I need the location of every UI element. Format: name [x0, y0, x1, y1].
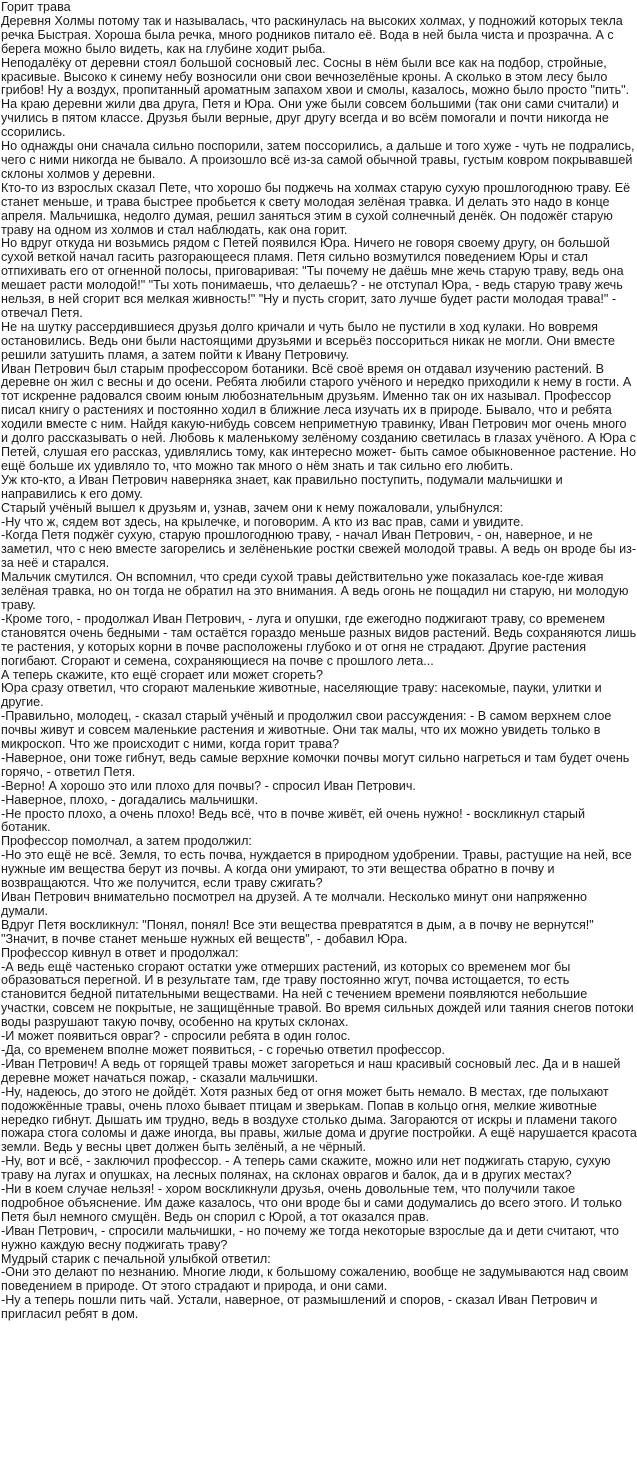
paragraph: -Иван Петрович, - спросили мальчишки, - но почему же тогда некоторые взрослые да и дети считают, что нужно каждую весну поджигать траву? — [1, 1223, 620, 1252]
paragraph: А теперь скажите, кто ещё сгорает или может сгореть? — [1, 667, 323, 682]
paragraph: Кто-то из взрослых сказал Пете, что хорошо бы поджечь на холмах старую сухую прошлогоднюю траву. Её станет меньше, и трава быстрее пробьется к свету молодая зелёная травка. И делать это надо в конце апреля. Мальчишка, недолго думая, решил заняться этим в сухой солнечный денёк. Он подожёг старую траву на одном из холмов и стал наблюдать, как она горит. — [1, 180, 631, 237]
paragraph: -Ни в коем случае нельзя! - хором воскликнули друзья, очень довольные тем, что получили такое подробное объяснение. Им даже казалось, что они вроде бы и сами додумались до всего этого. И только Петя был немного смущён. Ведь он спорил с Юрой, а тот оказался прав. — [1, 1182, 622, 1224]
paragraph: На краю деревни жили два друга, Петя и Юра. Они уже были совсем большими (так они сами считали) и учились в пятом классе. Друзья были верные, друг другу всегда и во всём помогали и почти никогда не ссорились. — [1, 97, 619, 140]
paragraph: -Наверное, они тоже гибнут, ведь самые верхние комочки почвы могут сильно нагреться и там будет очень горячо, - ответил Петя. — [1, 750, 630, 779]
paragraph: Мальчик смутился. Он вспомнил, что среди сухой травы действительно уже показалась кое-где живая зелёная травка, но он тогда не обратил на это внимания. А ведь огонь не пощадил ни старую, ни молодую траву. — [1, 570, 629, 612]
paragraph: -Иван Петрович! А ведь от горящей травы может загореться и наш красивый сосновый лес. Да и в нашей деревне может начаться пожар, - сказали мальчишки. — [1, 1056, 621, 1085]
paragraph: Иван Петрович внимательно посмотрел на друзей. А те молчали. Несколько минут они напряженно думали. — [1, 890, 588, 918]
paragraph: -Наверное, плохо, - догадались мальчишки. — [1, 792, 259, 807]
paragraph: -Ну что ж, сядем вот здесь, на крылечке, и поговорим. А кто из вас прав, сами и увидите. — [1, 514, 524, 529]
paragraph: -Но это ещё не всё. Земля, то есть почва, нуждается в природном удобрении. Травы, растущие на ней, все нужные им вещества берут из почвы. А когда они умирают, то эти вещества обратно в почву и возвращаются. Что же получится, если траву сжигать? — [1, 848, 632, 891]
paragraph: Мудрый старик с печальной улыбкой ответил: — [1, 1251, 271, 1266]
paragraph: Иван Петрович был старым профессором ботаники. Всё своё время он отдавал изучению растений. В деревне он жил с весны и до осени. Ребята любили старого учёного и нередко приходили к нему в гости. А тот искренне радовался своим юным любознательным друзьям. Именно так он их называл. Профессор писал книгу о растениях и постоянно ходил в ближние леса изучать их в природе. Бывало, что и ребята ходили вместе с ним. Найдя какую-нибудь совсем неприметную травинку, Иван Петрович мог очень много и долго рассказывать о ней. Любовь к маленькому зелёному созданию светилась в глазах учёного. А Юра с Петей, слушая его рассказ, удивлялись тому, как интересно может- быть самое обыкновенное растение. Но ещё больше их удивляло то, что можно так много о нём знать и так сильно его любить. — [1, 361, 637, 473]
paragraph: -Верно! А хорошо это или плохо для почвы? - спросил Иван Петрович. — [1, 778, 416, 793]
paragraph: Профессор помолчал, а затем продолжил: — [1, 834, 252, 849]
paragraph: -Ну, надеюсь, до этого не дойдёт. Хотя разных бед от огня может быть немало. В местах, где полыхают подожжённые травы, очень плохо бывает птицам и зверькам. Попав в кольцо огня, мелкие животные нередко гибнут. Дышать им трудно, ведь в воздухе столько дыма. Загораются от искры и пламени такого пожара стога соломы и даже иногда, вы правы, жилые дома и другие постройки. А ещё нарушается красота земли. Ведь у весны цвет должен быть зелёный, а не чёрный. — [1, 1084, 637, 1155]
story-body — [1, 15, 637, 1322]
paragraph: Старый учёный вышел к друзьям и, узнав, зачем они к нему пожаловали, улыбнулся: — [1, 500, 503, 515]
paragraph: -Они это делают по незнанию. Многие люди, к большому сожалению, вообще не задумываются над своим поведением в природе. От этого страдают и природа, и они сами. — [1, 1265, 629, 1294]
paragraph: -Правильно, молодец, - сказал старый учёный и продолжил свои рассуждения: - В самом верхнем слое почвы живут и совсем маленькие растения и животные. Они так малы, что их можно увидеть только в микроскоп. Что же происходит с ними, когда горит трава? — [1, 709, 612, 752]
paragraph: -Да, со временем вполне может появиться, - с горечью ответил профессор. — [1, 1042, 445, 1057]
paragraph: Деревня Холмы потому так и называлась, что раскинулась на высоких холмах, у подножий которых текла речка Быстрая. Хороша была речка, много родников питало её. Вода в ней была чиста и прозрачна. А с берега можно было видеть, как на глубине ходит рыба. — [1, 13, 623, 56]
paragraph: Уж кто-кто, а Иван Петрович наверняка знает, как правильно поступить, подумали мальчишки и направились к его дому. — [1, 472, 563, 501]
paragraph: Но однажды они сначала сильно поспорили, затем поссорились, а дальше и того хуже - чуть не подрались, чего с ними никогда не бывало. А произошло всё из-за самой обычной травы, густым ковром покрывавшей склоны холмов у деревни. — [1, 139, 635, 181]
paragraph: Профессор кивнул в ответ и продолжал: — [1, 945, 239, 960]
paragraph: -Когда Петя поджёг сухую, старую прошлогоднюю траву, - начал Иван Петрович, - он, наверное, и не заметил, что с нею вместе загорелись и зелёненькие ростки свежей молодой травы. А ведь он вроде бы из-за неё и старался. — [1, 528, 637, 571]
paragraph: Не на шутку рассердившиеся друзья долго кричали и чуть было не пустили в ход кулаки. Но вовремя остановились. Ведь они были настоящими друзьями и всерьёз поссориться никак не могли. Они вместе решили затушить пламя, а затем пойти к Ивану Петровичу. — [1, 319, 615, 362]
paragraph: -Ну а теперь пошли пить чай. Устали, наверное, от размышлений и споров, - сказал Иван Петрович и пригласил ребят в дом. — [1, 1293, 598, 1322]
paragraph: Юра сразу ответил, что сгорают маленькие животные, населяющие траву: насекомые, пауки, улитки и другие. — [1, 681, 602, 710]
paragraph: -Кроме того, - продолжал Иван Петрович, - луга и опушки, где ежегодно поджигают траву, со временем становятся очень бедными - там остаётся гораздо меньше разных видов растений. Ведь сохраняются лишь те растения, у которых корни в почве расположены глубоко и от огня не страдают. Другие растения погибают. Сгорают и семена, сохраняющиеся на почве с прошлого лета... — [1, 611, 637, 668]
paragraph: Вдруг Петя воскликнул: "Понял, понял! Все эти вещества превратятся в дым, а в почву не вернутся!" "Значит, в почве станет меньше нужных ей веществ", - добавил Юра. — [1, 917, 594, 946]
paragraph: -А ведь ещё частенько сгорают остатки уже отмерших растений, из которых со временем мог бы образоваться перегной. И в результате там, где траву постоянно жгут, почва истощается, то есть становится бедной питательными веществами. На ней с течением времени появляются небольшие участки, совсем не покрытые, не защищённые травой. Во время сильных дождей или таяния снегов потоки воды разрушают такую почву, особенно на крутых склонах. — [1, 959, 634, 1030]
document-title: Горит трава — [1, 0, 71, 14]
paragraph: Но вдруг откуда ни возьмись рядом с Петей появился Юра. Ничего не говоря своему другу, он большой сухой веткой начал гасить разгорающееся пламя. Петя сильно возмутился поведением Юры и стал отпихивать его от огненной полосы, приговаривая: "Ты почему не даёшь мне жечь старую траву, ведь она мешает расти молодой!" "Ты хоть понимаешь, что делаешь? - не отступал Юра, - ведь старую траву жечь нельзя, в ней сгорит вся мелкая живность!" "Ну и пусть сгорит, зато лучше будет расти молодая трава!" - отвечал Петя. — [1, 236, 624, 320]
paragraph: -И может появиться овраг? - спросили ребята в один голос. — [1, 1029, 351, 1044]
paragraph: -Не просто плохо, а очень плохо! Ведь всё, что в почве живёт, ей очень нужно! - воскликнул старый ботаник. — [1, 806, 586, 835]
paragraph: -Ну, вот и всё, - заключил профессор. - А теперь сами скажите, можно или нет поджигать старую, сухую траву на лугах и опушках, на лесных полянах, на склонах оврагов и балок, да и в других местах? — [1, 1154, 611, 1183]
paragraph: Неподалёку от деревни стоял большой сосновый лес. Сосны в нём были все как на подбор, стройные, красивые. Высоко к синему небу возносили они свои вечнозелёные кроны. А сколько в этом лесу было грибов! Ну а воздух, пропитанный ароматным запахом хвои и смолы, казалось, можно было просто "пить". — [1, 55, 630, 98]
